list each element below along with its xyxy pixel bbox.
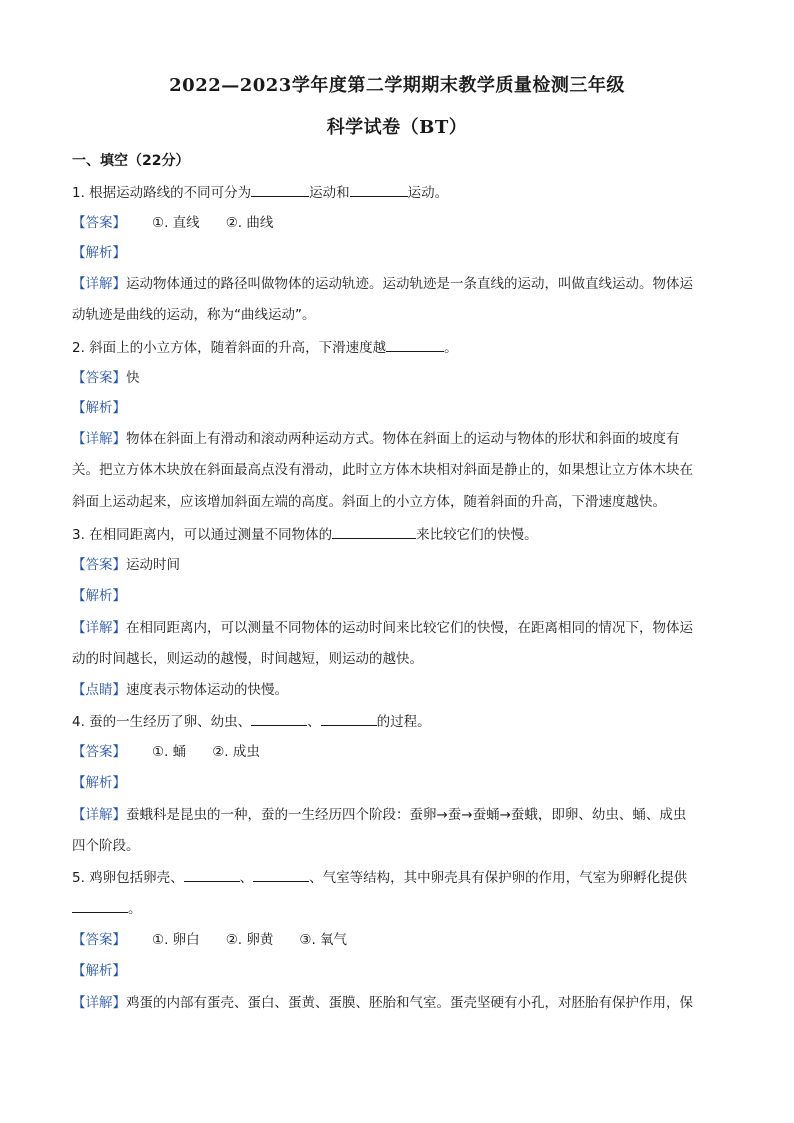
blank	[72, 898, 128, 913]
answer-2: 【答案】快	[72, 370, 140, 386]
detail-4-line1: 【详解】蚕蛾科是昆虫的一种，蚕的一生经历四个阶段：蚕卵→蚕→蚕蛹→蚕蛾，即卵、幼虫、蛹、成虫	[72, 807, 687, 823]
analysis-3	[72, 586, 722, 606]
answer-label: 【答案】	[72, 744, 126, 760]
comment-label: 【点睛】	[72, 682, 126, 698]
detail-label: 【详解】	[72, 807, 126, 823]
detail-label: 【详解】	[72, 995, 126, 1011]
analysis-label: 【解析】	[72, 245, 126, 261]
exam-title: 2022—2023学年度第二学期期末教学质量检测三年级	[169, 75, 625, 96]
answer-label: 【答案】	[72, 215, 126, 231]
detail-1-line1: 【详解】运动物体通过的路径叫做物体的运动轨迹。运动轨迹是一条直线的运动，叫做直线运动。物体运	[72, 276, 693, 292]
detail-3-line2: 动的时间越长，则运动的越慢，时间越短，则运动的越快。	[72, 651, 423, 667]
comment-3: 【点睛】速度表示物体运动的快慢。	[72, 682, 288, 698]
question-5-line2: 。	[72, 898, 722, 919]
blank	[251, 711, 307, 726]
detail-1-line2: 动轨迹是曲线的运动，称为“曲线运动”。	[72, 307, 316, 323]
question-4: 4. 蚕的一生经历了卵、幼虫、 、 的过程。	[72, 711, 722, 732]
detail-2-line1: 【详解】物体在斜面上有滑动和滚动两种运动方式。物体在斜面上的运动与物体的形状和斜面的坡度有	[72, 431, 680, 447]
detail-5-line1: 【详解】鸡蛋的内部有蛋壳、蛋白、蛋黄、蛋膜、胚胎和气室。蛋壳坚硬有小孔，对胚胎有保护作用，保	[72, 995, 693, 1011]
detail-label: 【详解】	[72, 431, 126, 447]
detail-3-line1: 【详解】在相同距离内，可以测量不同物体的运动时间来比较它们的快慢，在距离相同的情况下，物体运	[72, 620, 693, 636]
analysis-label: 【解析】	[72, 963, 126, 979]
detail-label: 【详解】	[72, 276, 126, 292]
blank	[184, 867, 240, 882]
answer-4: 【答案】 ①. 蛹 ②. 成虫	[72, 744, 260, 760]
answer-label: 【答案】	[72, 557, 126, 573]
section-heading: 一、填空（22分）	[72, 153, 190, 169]
answer-label: 【答案】	[72, 370, 126, 386]
blank	[321, 711, 377, 726]
analysis-5	[72, 961, 722, 981]
answer-3: 【答案】运动时间	[72, 557, 180, 573]
analysis-4	[72, 773, 722, 793]
question-5-line1: 5. 鸡卵包括卵壳、 、 、气室等结构，其中卵壳具有保护卵的作用，气室为卵孵化提供	[72, 867, 722, 888]
blank	[251, 182, 309, 197]
detail-label: 【详解】	[72, 620, 126, 636]
analysis-label: 【解析】	[72, 775, 126, 791]
blank	[253, 867, 309, 882]
analysis-1	[72, 243, 722, 263]
detail-2-line2: 关。把立方体木块放在斜面最高点没有滑动，此时立方体木块相对斜面是静止的，如果想让立方体木块在	[72, 462, 693, 478]
blank	[350, 182, 408, 197]
analysis-label: 【解析】	[72, 400, 126, 416]
blank	[386, 337, 444, 352]
exam-subtitle: 科学试卷（BT）	[326, 117, 468, 138]
answer-label: 【答案】	[72, 932, 126, 948]
answer-5: 【答案】 ①. 卵白 ②. 卵黄 ③. 氧气	[72, 932, 348, 948]
question-1: 1. 根据运动路线的不同可分为 运动和 运动。	[72, 182, 722, 203]
analysis-label: 【解析】	[72, 588, 126, 604]
blank	[332, 524, 416, 539]
question-3: 3. 在相同距离内，可以通过测量不同物体的 来比较它们的快慢。	[72, 524, 722, 545]
analysis-2	[72, 398, 722, 418]
detail-2-line3: 斜面上运动起来，应该增加斜面左端的高度。斜面上的小立方体，随着斜面的升高，下滑速度越快。	[72, 494, 666, 510]
detail-4-line2: 四个阶段。	[72, 838, 140, 854]
question-2: 2. 斜面上的小立方体，随着斜面的升高，下滑速度越 。	[72, 337, 722, 358]
answer-1: 【答案】 ①. 直线 ②. 曲线	[72, 215, 274, 231]
